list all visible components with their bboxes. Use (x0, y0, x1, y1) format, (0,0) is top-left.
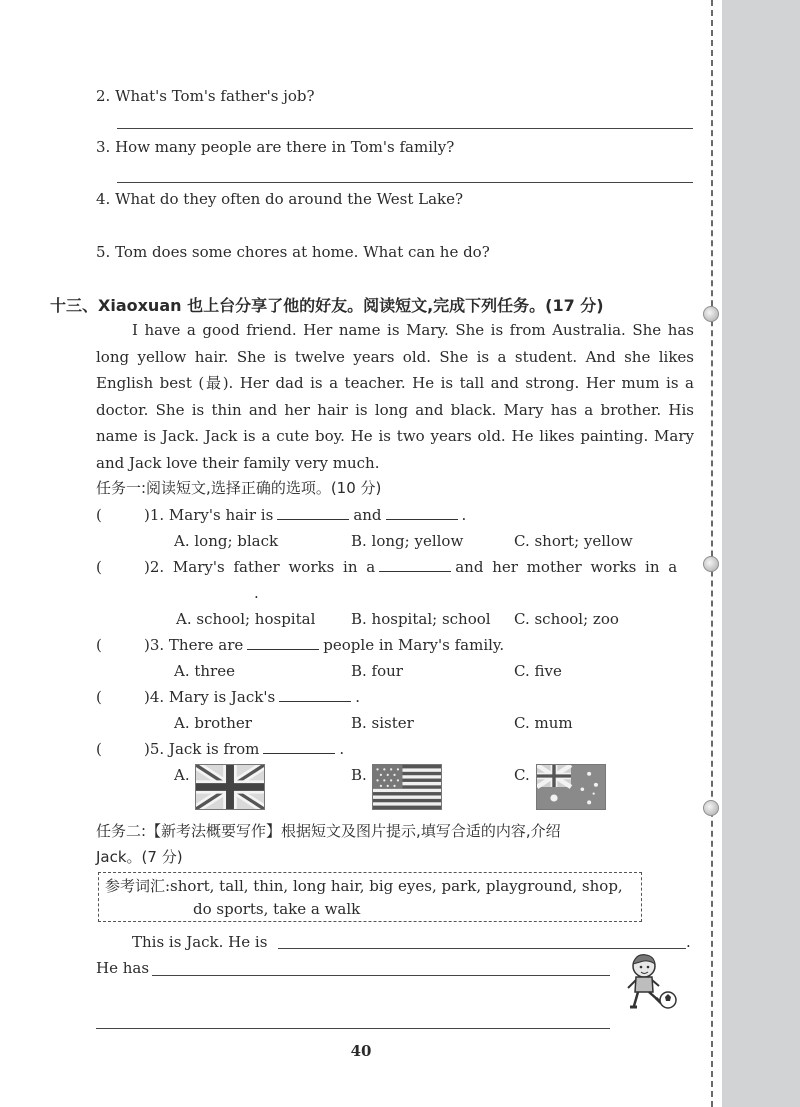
answer-line-3[interactable] (117, 182, 693, 183)
task1-title: 任务一:阅读短文,选择正确的选项。(10 分) (96, 479, 382, 497)
q3-blank[interactable] (247, 635, 319, 650)
task2-title-line1: 任务二:【新考法概要写作】根据短文及图片提示,填写合适的内容,介绍 (96, 822, 561, 840)
writing-line-1[interactable] (278, 948, 686, 949)
q3-bracket[interactable]: ( (96, 636, 102, 654)
writing-line-2[interactable] (152, 975, 610, 976)
q4-bracket[interactable]: ( (96, 688, 102, 706)
q3-stem: )3. There are people in Mary's family. (144, 636, 505, 654)
q2-bracket[interactable]: ( (96, 558, 102, 576)
q1-stem: )1. Mary's hair is and . (144, 506, 467, 524)
uk-flag-icon (195, 764, 265, 810)
australia-flag-icon (536, 764, 606, 810)
q4-option-b: B. sister (351, 714, 414, 732)
writing-line2-prefix: He has (96, 959, 150, 977)
page-margin-strip (722, 0, 800, 1107)
question-5: 5. Tom does some chores at home. What can he do? (96, 243, 490, 261)
answer-line-2[interactable] (117, 128, 693, 129)
q5-bracket[interactable]: ( (96, 740, 102, 758)
q2-blank-1[interactable] (379, 557, 451, 572)
writing-line1-prefix: This is Jack. He is (132, 933, 268, 951)
binding-hole (703, 800, 719, 816)
q5-option-b: B. (351, 766, 367, 784)
cut-line (711, 0, 713, 1107)
q5-option-c: C. (514, 766, 530, 784)
us-flag-icon (372, 764, 442, 810)
boy-with-football-icon (622, 950, 680, 1012)
q1-blank-2[interactable] (386, 505, 458, 520)
q1-option-a: A. long; black (174, 532, 279, 550)
section-header: 十三、Xiaoxuan 也上台分享了他的好友。阅读短文,完成下列任务。(17 分) (50, 296, 604, 315)
vocabulary-line1: 参考词汇:short, tall, thin, long hair, big eyes, park, playground, shop, (105, 877, 623, 895)
writing-line-3[interactable] (96, 1028, 610, 1029)
vocabulary-line2: do sports, take a walk (193, 900, 361, 918)
question-3: 3. How many people are there in Tom's family? (96, 138, 455, 156)
q3-option-c: C. five (514, 662, 562, 680)
q1-option-b: B. long; yellow (351, 532, 464, 550)
question-4: 4. What do they often do around the West Lake? (96, 190, 464, 208)
binding-hole (703, 556, 719, 572)
q1-option-c: C. short; yellow (514, 532, 633, 550)
q4-option-a: A. brother (174, 714, 252, 732)
q5-stem: )5. Jack is from . (144, 740, 345, 758)
q4-option-c: C. mum (514, 714, 573, 732)
writing-line1-suffix: . (686, 933, 691, 951)
q3-option-b: B. four (351, 662, 403, 680)
q1-bracket[interactable]: ( (96, 506, 102, 524)
q5-blank[interactable] (263, 739, 335, 754)
vocabulary-box (98, 872, 642, 922)
q2-option-a: A. school; hospital (176, 610, 316, 628)
q4-blank[interactable] (279, 687, 351, 702)
q3-option-a: A. three (174, 662, 235, 680)
q2-stem-end: . (254, 584, 259, 602)
q2-stem: )2. Mary's father works in a and her mother works in a (144, 558, 678, 576)
task2-title-line2: Jack。(7 分) (96, 848, 183, 866)
binding-hole (703, 306, 719, 322)
q1-blank-1[interactable] (277, 505, 349, 520)
reading-passage: I have a good friend. Her name is Mary. She is from Australia. She has long yellow hair. She is twelve years old. She is a student. And she likes English best (最). Her dad is a teacher. He is tall and strong. Her mum is a doctor. She is thin and her hair is long and black. Mary has a brother. His name is Jack. Jack is a cute boy. He is two years old. He likes painting. Mary and Jack love their family very much. (96, 321, 694, 472)
page-number: 40 (350, 1042, 372, 1060)
question-2: 2. What's Tom's father's job? (96, 87, 315, 105)
q2-option-b: B. hospital; school (351, 610, 491, 628)
q2-option-c: C. school; zoo (514, 610, 619, 628)
q5-option-a: A. (174, 766, 190, 784)
q4-stem: )4. Mary is Jack's . (144, 688, 360, 706)
